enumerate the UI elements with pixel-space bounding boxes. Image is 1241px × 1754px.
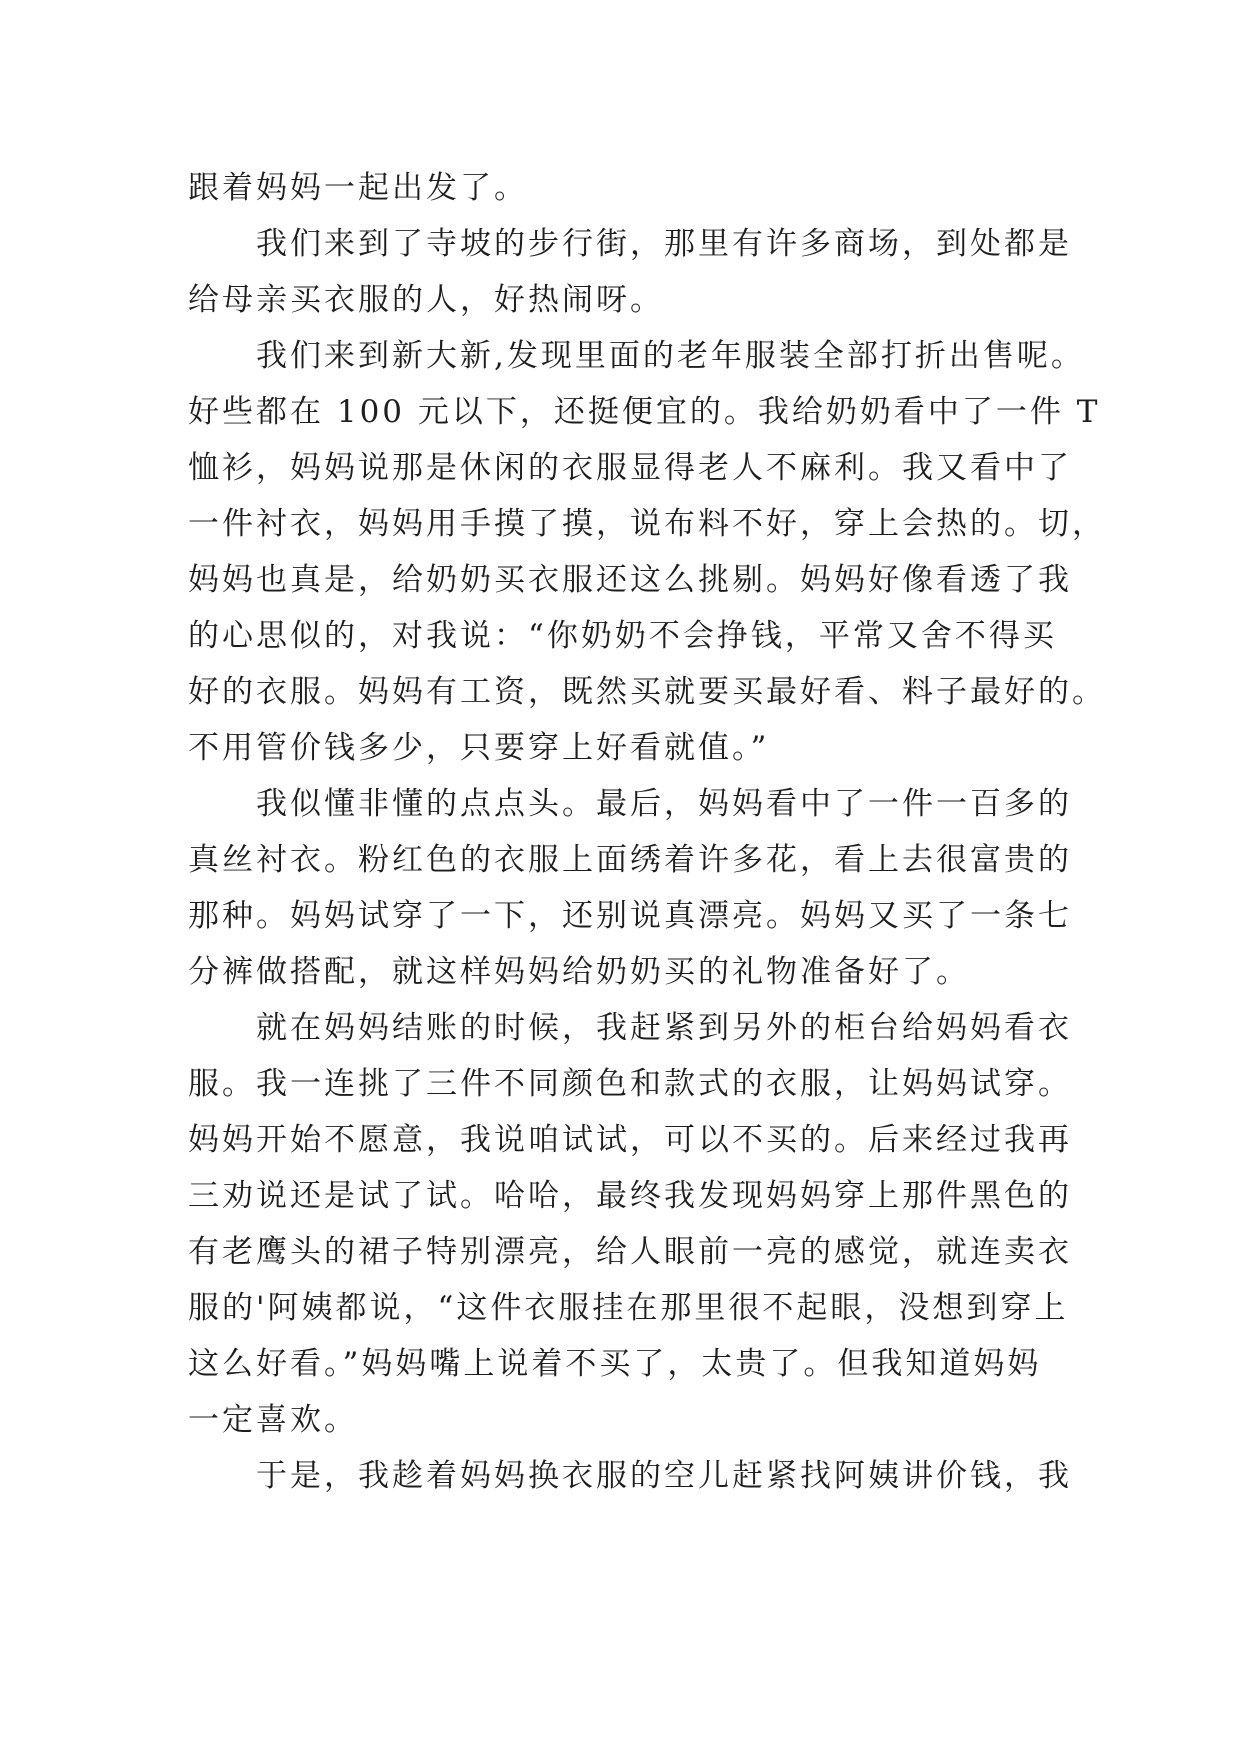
text-line: 服。我一连挑了三件不同颜色和款式的衣服，让妈妈试穿。 bbox=[188, 1066, 1072, 1102]
text-line: 服的'阿姨都说，“这件衣服挂在那里很不起眼，没想到穿上 bbox=[188, 1290, 1069, 1326]
text-line: 妈妈也真是，给奶奶买衣服还这么挑剔。妈妈好像看透了我 bbox=[188, 562, 1072, 598]
text-line: 给母亲买衣服的人，好热闹呀。 bbox=[188, 282, 664, 318]
text-line: 好的衣服。妈妈有工资，既然买就要买最好看、料子最好的。 bbox=[188, 674, 1106, 710]
text-line: 的心思似的，对我说：“你奶奶不会挣钱，平常又舍不得买 bbox=[188, 618, 1057, 654]
text-line: 有老鹰头的裙子特别漂亮，给人眼前一亮的感觉，就连卖衣 bbox=[188, 1234, 1072, 1270]
text-line: 恤衫，妈妈说那是休闲的衣服显得老人不麻利。我又看中了 bbox=[188, 450, 1072, 486]
text-line: 一定喜欢。 bbox=[188, 1402, 358, 1438]
text-line: 跟着妈妈一起出发了。 bbox=[188, 170, 528, 206]
text-line: 妈妈开始不愿意，我说咱试试，可以不买的。后来经过我再 bbox=[188, 1122, 1072, 1158]
text-line: 好些都在 100 元以下，还挺便宜的。我给奶奶看中了一件 T bbox=[188, 394, 1101, 430]
text-line: 不用管价钱多少，只要穿上好看就值。” bbox=[188, 730, 770, 766]
text-line: 真丝衬衣。粉红色的衣服上面绣着许多花，看上去很富贵的 bbox=[188, 842, 1072, 878]
text-line: 于是，我趁着妈妈换衣服的空儿赶紧找阿姨讲价钱，我 bbox=[256, 1458, 1072, 1494]
text-line: 我们来到新大新,发现里面的老年服装全部打折出售呢。 bbox=[256, 338, 1085, 374]
text-line: 那种。妈妈试穿了一下，还别说真漂亮。妈妈又买了一条七 bbox=[188, 898, 1072, 934]
text-line: 就在妈妈结账的时候，我赶紧到另外的柜台给妈妈看衣 bbox=[256, 1010, 1072, 1046]
text-line: 我们来到了寺坡的步行街，那里有许多商场，到处都是 bbox=[256, 226, 1072, 262]
text-line: 一件衬衣，妈妈用手摸了摸，说布料不好，穿上会热的。切， bbox=[188, 506, 1106, 542]
text-line: 这么好看。”妈妈嘴上说着不买了，太贵了。但我知道妈妈 bbox=[188, 1346, 1042, 1382]
body-text bbox=[188, 160, 1106, 1504]
text-line: 分裤做搭配，就这样妈妈给奶奶买的礼物准备好了。 bbox=[188, 954, 970, 990]
text-line: 我似懂非懂的点点头。最后，妈妈看中了一件一百多的 bbox=[256, 786, 1072, 822]
text-line: 三劝说还是试了试。哈哈，最终我发现妈妈穿上那件黑色的 bbox=[188, 1178, 1072, 1214]
